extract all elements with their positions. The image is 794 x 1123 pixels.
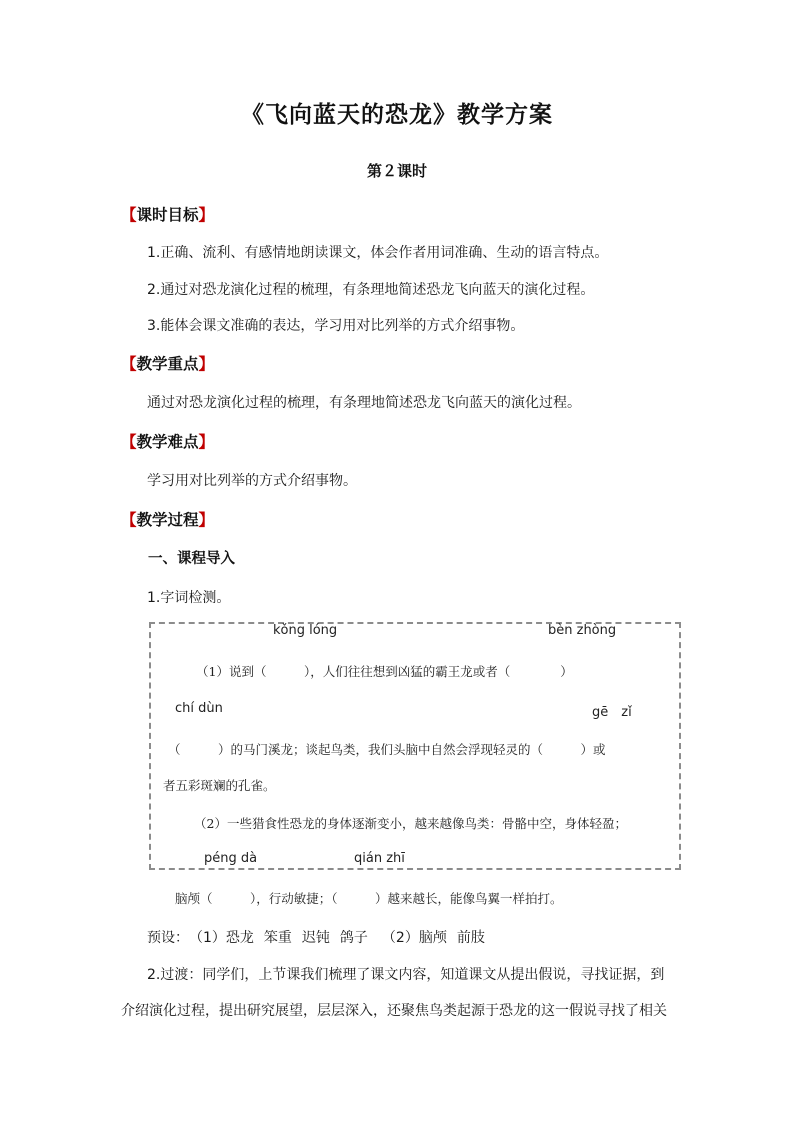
step-1-label: 1.字词检测。 bbox=[147, 590, 231, 606]
part-title: 一、课程导入 bbox=[148, 550, 235, 567]
step-2-line: 2.过渡：同学们，上节课我们梳理了课文内容，知道课文从提出假说，寻找证据，到 bbox=[147, 967, 665, 983]
exercise-line: （1）说到（ ），人们往往想到凶猛的霸王龙或者（ ） bbox=[196, 664, 573, 679]
preset-item: （2）脑颅 bbox=[381, 930, 447, 946]
preset-answers bbox=[147, 927, 495, 947]
section-heading-difficulty: 【教学难点】 bbox=[121, 432, 215, 451]
preset-item: 迟钝 bbox=[301, 930, 330, 946]
exercise-line: 者五彩斑斓的孔雀。 bbox=[163, 778, 276, 793]
pinyin-gezi: gē zǐ bbox=[592, 705, 632, 720]
goal-item: 3.能体会课文准确的表达，学习用对比列举的方式介绍事物。 bbox=[147, 318, 525, 334]
preset-label: 预设： bbox=[147, 930, 189, 946]
preset-item: 笨重 bbox=[263, 930, 292, 946]
preset-item: 鸽子 bbox=[339, 930, 368, 946]
goal-item: 1.正确、流利、有感情地朗读课文，体会作者用词准确、生动的语言特点。 bbox=[147, 245, 609, 261]
step-2-line: 介绍演化过程，提出研究展望，层层深入，还聚焦鸟类起源于恐龙的这一假说寻找了相关 bbox=[121, 1003, 667, 1019]
focus-text: 通过对恐龙演化过程的梳理，有条理地简述恐龙飞向蓝天的演化过程。 bbox=[147, 395, 581, 411]
pinyin-qianzhi: qián zhī bbox=[354, 851, 405, 866]
section-heading-process: 【教学过程】 bbox=[121, 510, 215, 529]
pinyin-konglong: kǒng lóng bbox=[273, 623, 338, 638]
document-title: 《飞向蓝天的恐龙》教学方案 bbox=[241, 101, 553, 128]
pinyin-benzhong: bèn zhòng bbox=[548, 623, 617, 638]
exercise-line: （ ）的马门溪龙；谈起鸟类，我们头脑中自然会浮现轻灵的（ ）或 bbox=[168, 742, 606, 757]
section-heading-focus: 【教学重点】 bbox=[121, 354, 215, 373]
difficulty-text: 学习用对比列举的方式介绍事物。 bbox=[147, 473, 357, 489]
goal-item: 2.通过对恐龙演化过程的梳理，有条理地简述恐龙飞向蓝天的演化过程。 bbox=[147, 282, 595, 298]
exercise-line: （2）一些猎食性恐龙的身体逐渐变小，越来越像鸟类：骨骼中空，身体轻盈； bbox=[194, 816, 627, 831]
pinyin-chidun: chí dùn bbox=[175, 701, 223, 716]
section-heading-goals: 【课时目标】 bbox=[121, 205, 215, 224]
lesson-label: 第２课时 bbox=[366, 162, 427, 180]
preset-item: （1）恐龙 bbox=[189, 930, 254, 946]
exercise-line: 脑颅（ ），行动敏捷；（ ）越来越长，能像鸟翼一样拍打。 bbox=[175, 891, 563, 906]
pinyin-pengda: péng dà bbox=[204, 851, 258, 866]
preset-item: 前肢 bbox=[456, 930, 485, 946]
